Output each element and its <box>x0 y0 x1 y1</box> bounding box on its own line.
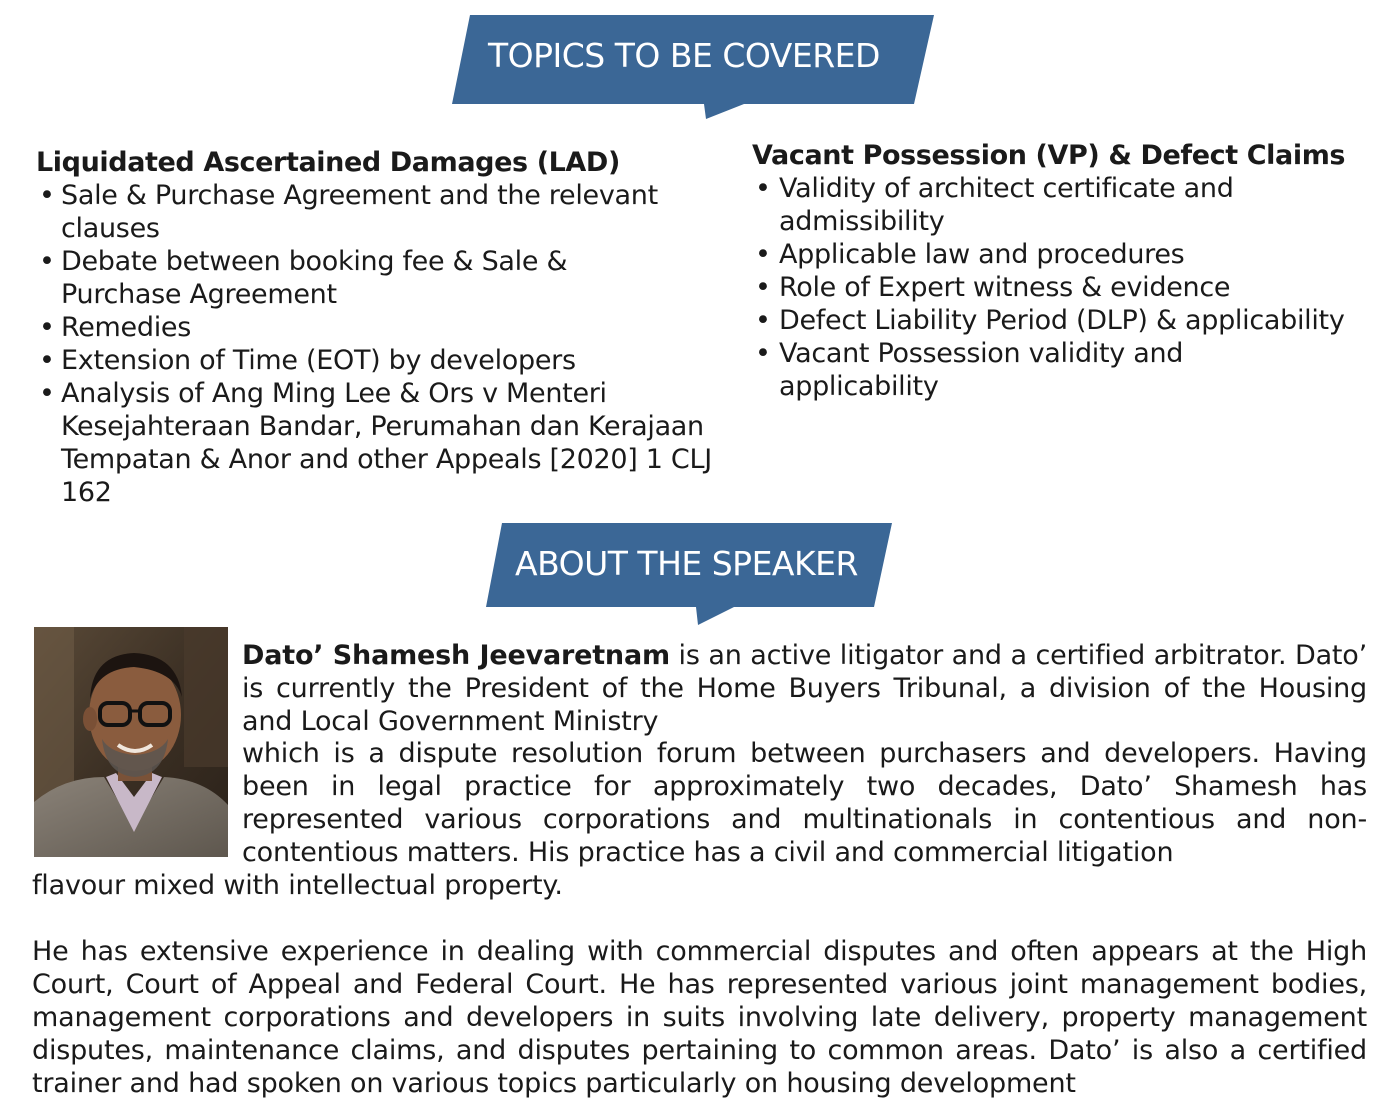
lad-list <box>36 179 726 509</box>
speaker-photo <box>34 627 228 857</box>
speaker-bio-continued <box>242 737 1367 869</box>
speaker-bio-para2-text: He has extensive experience in dealing with commercial disputes and often appears at the High Court, Court of Appeal and Federal Court. He has represented various joint management bodies, management corporations and developers in suits involving late delivery, property management disputes, maintenance claims, and disputes pertaining to common areas. Dato’ is also a certified trainer and had spoken on various topics particularly on housing development <box>32 936 1367 1099</box>
vp-item: • Validity of architect certificate and admissibility <box>752 172 1392 238</box>
topics-banner-label: TOPICS TO BE COVERED <box>488 36 880 75</box>
vp-item: • Applicable law and procedures <box>752 238 1392 271</box>
speaker-name: Dato’ Shamesh Jeevaretnam <box>242 640 670 671</box>
lad-section <box>36 146 726 509</box>
vp-section <box>752 139 1392 403</box>
vp-item: • Vacant Possession validity and applicability <box>752 337 1392 403</box>
vp-list <box>752 172 1392 403</box>
speaker-bio-text: which is a dispute resolution forum between purchasers and developers. Having been in legal practice for approximately two decades, Dato’ Shamesh has represented various corporations and multinationals in contentious and non-contentious matters. His practice has a civil and commercial litigation <box>242 738 1367 868</box>
lad-item: • Remedies <box>36 311 726 344</box>
lad-item: • Debate between booking fee & Sale & Purchase Agreement <box>36 245 726 311</box>
speaker-bio-end <box>32 869 1367 902</box>
lad-title: Liquidated Ascertained Damages (LAD) <box>36 147 620 178</box>
speaker-banner-label: ABOUT THE SPEAKER <box>515 544 858 583</box>
vp-item: • Role of Expert witness & evidence <box>752 271 1392 304</box>
lad-item: • Sale & Purchase Agreement and the relevant clauses <box>36 179 726 245</box>
lad-item: • Analysis of Ang Ming Lee & Ors v Menteri Kesejahteraan Bandar, Perumahan dan Kerajaan Tempatan & Anor and other Appeals [2020] 1 CLJ 162 <box>36 377 726 509</box>
lad-item: • Extension of Time (EOT) by developers <box>36 344 726 377</box>
speaker-intro: is an active litigator and a certified arbitrator. Dato’ is currently the President of the Home Buyers Tribunal, a division of the Housing and Local Government Ministry <box>242 640 1367 737</box>
vp-item: • Defect Liability Period (DLP) & applicability <box>752 304 1392 337</box>
speaker-bio-end-text: flavour mixed with intellectual property. <box>32 870 563 901</box>
speaker-bio-para2 <box>32 935 1367 1100</box>
speaker-bio-intro <box>242 639 1367 738</box>
vp-title: Vacant Possession (VP) & Defect Claims <box>752 140 1346 171</box>
